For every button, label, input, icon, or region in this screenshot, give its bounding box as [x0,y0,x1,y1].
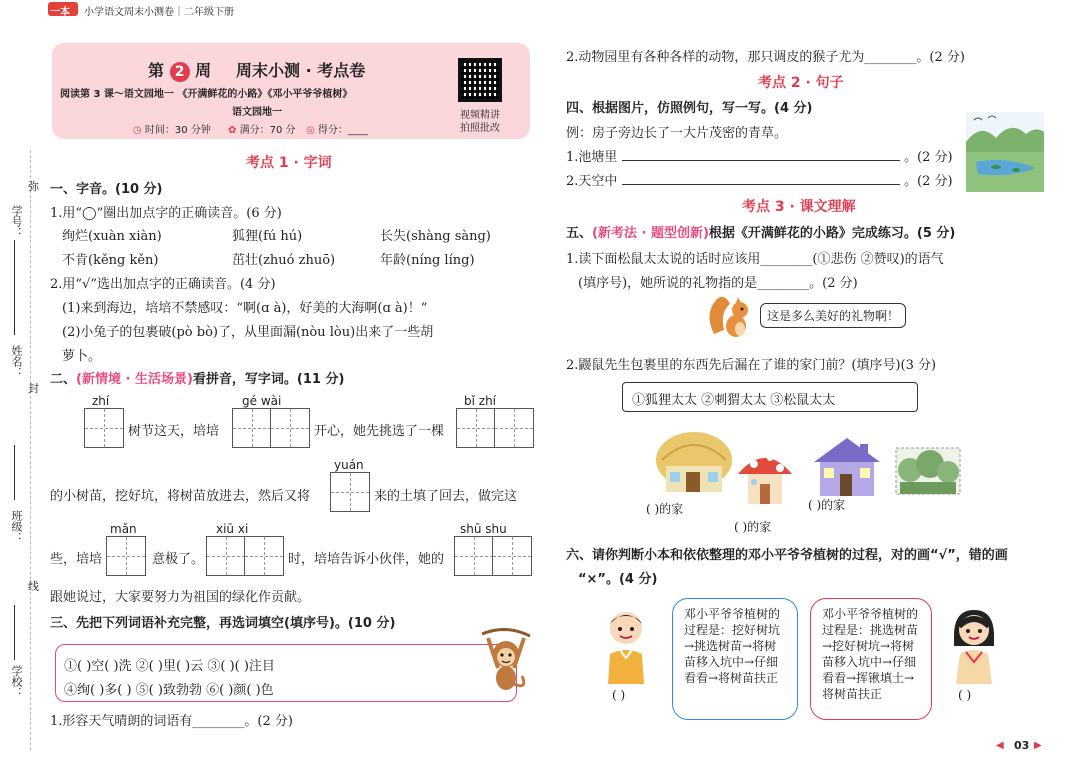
page-number: 03 [1014,739,1030,752]
text-fragment-c: 的小树苗，挖好坑，将树苗放进去，然后又将 [50,489,311,504]
qr-code[interactable] [458,58,502,102]
clock-icon: ◷ [133,125,142,136]
target-icon: ◎ [306,125,315,136]
s1-q1-item: 年龄(níng líng) [380,253,475,268]
pinyin-xiu-xi: xiū xi [216,522,249,536]
binding-class-label: 班级： [10,510,23,543]
s1-q1-item: 绚烂(xuàn xiàn) [62,229,162,244]
boy-illustration [598,606,654,686]
qr-caption-2: 拍照批改 [460,123,500,134]
purple-house-image [810,436,884,498]
word-fill-row-2: ④绚( )多( ) ⑤( )致勃勃 ⑥( )颜( )色 [64,683,274,698]
qr-caption-1: 视频精讲 [460,110,500,121]
boy-answer-box[interactable]: ( ) [612,688,626,702]
girl-answer-box[interactable]: ( ) [958,688,972,702]
binding-name-line [14,295,15,335]
pinyin-man: mǎn [110,522,137,536]
char-box[interactable] [492,536,532,576]
binding-class-line [14,445,15,500]
binding-line [30,150,31,750]
home-label-b: ( )的家 [734,520,772,534]
text-fragment-f: 意极了。 [152,552,205,567]
section-5-title: 五、(新考法 · 题型创新)根据《开满鲜花的小路》完成练习。(5 分) [566,226,956,241]
exam-title: 周末小测 · 考点卷 [236,61,366,80]
binding-name-label: 姓名： [10,345,23,378]
s4-q2-label: 2.天空中 [566,174,618,189]
pinyin-bi-zhi: bǐ zhí [464,394,497,408]
s5-q1-line-2: (填序号)，她所说的礼物指的是________。(2 分) [578,276,858,291]
char-box[interactable] [456,408,496,448]
s1-q2-line-1: (1)来到海边，培培不禁感叹：“啊(ɑ à)，好美的大海啊(ɑ à)！” [62,301,428,316]
text-fragment-b: 开心，她先挑选了一棵 [314,424,445,439]
s4-example: 例：房子旁边长了一大片茂密的青草。 [566,126,788,141]
pinyin-shu-shu: shū shu [460,522,507,536]
s1-q2-line-2: (2)小兔子的包裹破(pò bò)了，从里面漏(nòu lòu)出来了一些胡 [62,325,434,340]
s1-q1-item: 不肯(kěng kěn) [62,253,159,268]
home-label-c: ( )的家 [808,498,846,512]
time-label: ◷ 时间：30 分钟 [133,125,211,136]
text-fragment-g: 时，培培告诉小伙伴，她的 [288,552,445,567]
binding-xian: 线 [28,580,39,593]
s1-q2-prompt: 2.用“√”选出加点字的正确读音。(4 分) [50,277,276,292]
char-box[interactable] [454,536,494,576]
binding-school-line [14,605,15,660]
text-fragment-a: 树节这天，培培 [128,424,220,439]
prev-page-arrow-icon[interactable]: ◀ [996,740,1004,751]
kaodian-2-heading: 考点 2 · 句子 [758,75,844,91]
section-2-title: 二、(新情境 · 生活场景)看拼音，写字词。(11 分) [50,372,345,387]
section-3-title: 三、先把下列词语补充完整，再选词填空(填序号)。(10 分) [50,616,396,631]
series-badge-text: 一本 [50,7,70,18]
s1-q1-prompt: 1.用“◯”圈出加点字的正确读音。(6 分) [50,206,282,221]
s1-q2-line-3: 萝卜。 [62,349,102,364]
s4-q1-answer-line[interactable] [622,160,900,161]
squirrel-speech-bubble: 这是多么美好的礼物啊！ [760,303,906,328]
week-label: 第 2 周 [148,61,212,80]
squirrel-illustration [706,294,756,340]
scope-line-1: 阅读第 3 课～语文园地一 《开满鲜花的小路》《邓小平爷爷植树》 [60,89,353,100]
char-box[interactable] [84,408,124,448]
char-box[interactable] [244,536,284,576]
s5-q1-line-1: 1.读下面松鼠太太说的话时应该用________(①悲伤 ②赞叹)的语气 [566,252,944,267]
home-label-a: ( )的家 [646,502,684,516]
s4-q1-points: 。(2 分) [904,150,953,165]
boy-speech-text: 邓小平爷爷植树的过程是：挖好树坑→挑选树苗→将树苗移入坑中→仔细看看→将树苗扶正 [684,607,781,685]
s4-q1-label: 1.池塘里 [566,150,618,165]
char-box[interactable] [232,408,272,448]
pinyin-zhi: zhí [92,394,110,408]
pond-landscape-image [966,112,1044,192]
ribbon-icon: ✿ [228,125,237,136]
binding-school-label: 学校： [10,665,23,698]
char-box[interactable] [106,536,146,576]
char-box[interactable] [494,408,534,448]
s3-q1: 1.形容天气晴朗的词语有________。(2 分) [50,714,293,729]
s4-q2-answer-line[interactable] [622,184,900,185]
girl-speech-text: 邓小平爷爷植树的过程是：挑选树苗→挖好树坑→将树苗移入坑中→仔细看看→挥锹填土→将树苗扶正 [822,607,919,701]
s5-q2: 2.鼹鼠先生包裹里的东西先后漏在了谁的家门前？(填序号)(3 分) [566,358,937,373]
scope-line-2: 语文园地一 [232,107,282,118]
text-fragment-h: 跟她说过，大家要努力为祖国的绿化作贡献。 [50,590,311,605]
s1-q1-item: 狐狸(fú hú) [232,229,303,244]
binding-feng: 封 [28,382,39,395]
kaodian-1-heading: 考点 1 · 字词 [246,155,332,171]
mushroom-house-image [736,448,794,506]
binding-mi: 弥 [28,180,39,193]
char-box[interactable] [270,408,310,448]
series-title: 小学语文周末小测卷｜二年级下册 [84,7,234,18]
kaodian-3-heading: 考点 3 · 课文理解 [742,199,856,215]
section-1-title: 一、字音。(10 分) [50,182,163,197]
char-box[interactable] [206,536,246,576]
next-page-arrow-icon[interactable]: ▶ [1034,740,1042,751]
monkey-illustration [478,628,534,694]
section-6-title: 六、请你判断小本和依依整理的邓小平爷爷植树的过程，对的画“√”，错的画 [566,548,1008,563]
text-fragment-d: 来的土填了回去，做完这 [374,489,518,504]
s3-q2: 2.动物园里有各种各样的动物，那只调皮的猴子尤为________。(2 分) [566,50,965,65]
section-6-title-2: “×”。(4 分) [578,572,658,587]
pinyin-ge-wai: gé wài [242,394,282,408]
binding-id-label: 学号： [10,205,23,238]
score-label: ◎ 得分：____ [306,125,368,136]
new-method-tag: (新考法 · 题型创新) [592,226,709,241]
new-context-tag: (新情境 · 生活场景) [76,372,193,387]
s1-q1-item: 茁壮(zhuó zhuō) [232,253,336,268]
s5-options: ①狐狸太太 ②刺猬太太 ③松鼠太太 [632,393,836,408]
pinyin-yuan: yuán [334,458,364,472]
bushes-image [890,440,966,498]
section-4-title: 四、根据图片，仿照例句，写一写。(4 分) [566,101,813,116]
char-box[interactable] [330,472,370,512]
binding-id-line [14,240,15,300]
text-fragment-e: 些，培培 [50,552,103,567]
straw-house-image [652,430,736,496]
full-score-label: ✿ 满分：70 分 [228,125,296,136]
word-fill-row-1: ①( )空( )洗 ②( )里( )云 ③( )( )注目 [64,659,275,674]
s4-q2-points: 。(2 分) [904,174,953,189]
week-number-circle: 2 [170,62,190,82]
s1-q1-item: 长失(shàng sàng) [380,229,491,244]
girl-illustration [946,606,1002,686]
